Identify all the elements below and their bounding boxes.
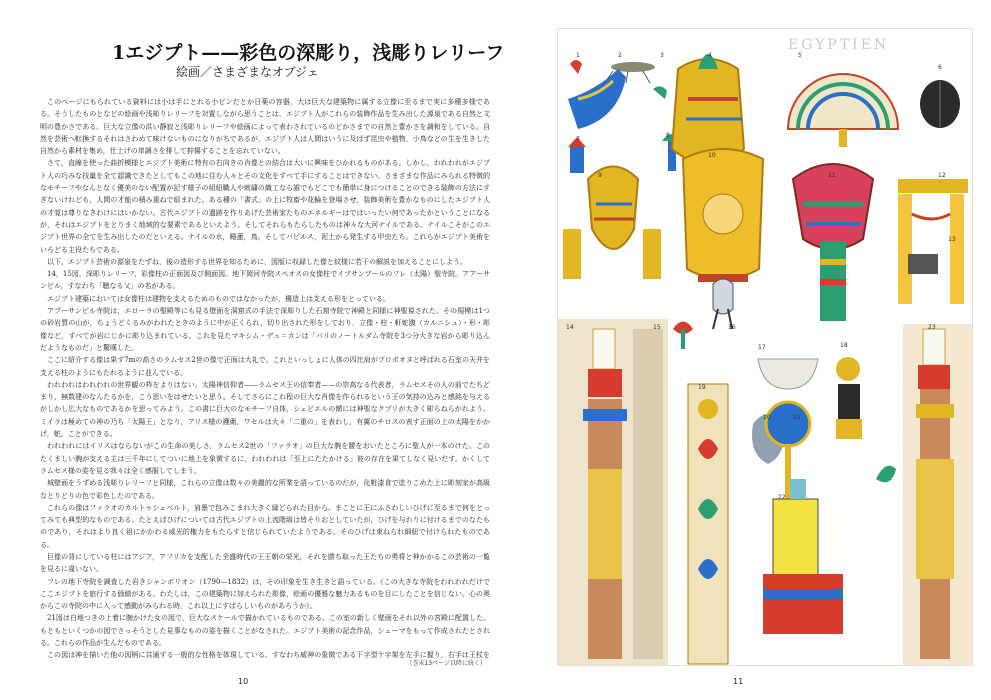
paragraph: これらの像はファラオのカルトゥシェベルト，肩墨で包みこまれ大きく縁どられた目から。まことに王にふさわしいひげに至るまで何をとってみても典型的なものである。たとえばひげについては古代エジプトの上流階級は皆そりおとしていたが，ひげを与わりに付けるまでのなたものであり，それはより良く祖にかかわる威光的権力をもたらすと信じられていたようである。そのひげは束ねられ細紐で付けられたものである。 xyxy=(40,503,490,549)
figure-number-label: 9 xyxy=(598,172,602,179)
ornate-gold-vase-figure xyxy=(683,149,763,282)
seated-goddess-figure xyxy=(763,479,843,634)
gold-vessel-figure xyxy=(672,54,744,164)
lotus-flower-figure xyxy=(673,322,693,350)
caryatid-pair-figure xyxy=(898,179,968,304)
right-page xyxy=(520,0,991,700)
figure-number-label: 2 xyxy=(618,52,622,59)
figure-number-label: 10 xyxy=(708,152,716,159)
paragraph: 巨像の背にしている柱にはアジア，アフリカを支配した全盛時代の王王朝の栄光，それを勝ち取った王たちの勇将と神かかるこの芸術の一覧を見るに違いない。 xyxy=(40,552,490,574)
paragraph: 14，15図，深彫りレリーフ，彩像柱の正面図及び側面図。地下岡河寺院スペオスの女像柱でイプサンブールのフレ（太陽）聖寺院。アアーサンビル，すなわち「聴なる父」の名がある。 xyxy=(40,270,490,291)
body-text xyxy=(40,96,490,661)
figure-number-label: 23 xyxy=(928,324,936,331)
figure-number-label: 4 xyxy=(708,52,712,59)
page-number-left: 10 xyxy=(238,677,249,686)
figure-number-label: 1 xyxy=(576,52,580,59)
page-subtitle: 絵画／さまざまなオブジェ xyxy=(176,65,319,79)
paragraph: われわれはわれわれの世界観の枠をよりはない。太陽神信仰者——ラムセス王の信奉者——の崇高なる代表者，ラムセスその人の前でたちどまり，無数建のなんたるかを，こう思いをはせたいと思う。そしてさらにこれ程の巨大な肖像を作られるという王の気持の込みと感銘を与えるがしかし広大なものであるかを思ってみよう。この書に巨大のなモチーフ自体，シェピエルの額には神聖なクプリが大きく彫らねらがれよう。ミイラは極めての神の乃ち「太陽王」となり，アリス様の護衛，ワセルは大々「二重の」を表わし，有翼のチロスの表す正面の上の太陽をかかげ，蛇，ことができる。 xyxy=(40,380,490,439)
pharaoh-statue-figure-right xyxy=(903,324,972,665)
lotus-ornament-figure xyxy=(568,134,682,173)
paragraph: ここに紹介する像は果す7mの高さのラムセス2世の像で正面は大礼で。これといっしょに人体の四比肩がプロポオヌと呼ばれる石室の天井を支える柱のようにもたれるように並んでいる。 xyxy=(40,356,490,377)
figure-number-label: 21 xyxy=(793,414,801,421)
goddess-head-figure xyxy=(836,357,862,439)
double-vase-figure xyxy=(563,167,661,280)
figure-number-label: 14 xyxy=(566,324,574,331)
plate-title: EGYPTIEN xyxy=(788,37,890,53)
color-plate xyxy=(557,28,973,666)
figure-number-label: 17 xyxy=(758,344,766,351)
page-title: 1エジプト——彩色の深彫り，浅彫りレリーフ xyxy=(112,42,505,64)
paragraph: 21図は白地つきの上着に腕かけた女の図で，巨大なスケールで描かれているものである。この室の新しく壁画をそれ以外の宮殿に配置した。もともといくつかの図でさっそうとした見事なものの姿を描くことがなされた。エジプト美術の記念作品，シェーマをもって作成されたとされる。これらの作品が生んだものである。 xyxy=(40,614,490,648)
figure-number-label: 13 xyxy=(948,236,956,243)
figure-number-label: 5 xyxy=(798,52,802,59)
figure-number-label: 11 xyxy=(828,172,836,179)
feather-figure xyxy=(876,466,896,483)
figure-number-label: 3 xyxy=(660,52,664,59)
plate-illustration xyxy=(558,29,972,665)
pharaoh-pillar-figure-left xyxy=(558,319,668,665)
floral-panel-figure xyxy=(688,384,728,664)
paragraph: 以下，エジプト芸術の源泉をたずね，後の造形する世界を知るために，図版に収録した像と紋様に若干の解説を加えることにしよう。 xyxy=(47,257,467,266)
paragraph: このページにもられている資料には小は手にとれる小ビンだとか日薬の容器，大は巨大な建築物に属する立像に至るまで実に多種多様である。そうしたものとなどの絵画や浅彫りレリーフを対置しながら思うことは，エジプト人がこれらの装飾作品を生み出した源泉である自然と文明の豊かさである。巨大な立像の洪い静寂と浅彫りレリーフや絵画によって表わされているのどかさまでの自然と豊かさを調和をしている。自然を芸術へ転換するそれはさわめて味けないものになりがちであるが，エジプト人は人間はいうに及ばず昆虫や植物，小鳥などの生を生きした自然から素材を集め，仕上げの単調さを排して抑揚することを忘れていない。 xyxy=(40,98,490,156)
lotus-column-figure xyxy=(793,164,873,321)
paragraph: エジプト建築においては女像柱は建物を支えるためのものではなかったが，構造上は支える形をとっている。 xyxy=(47,294,390,303)
figure-number-label: 8 xyxy=(666,132,670,139)
paragraph: アブーサンビル寺院は，エローラの聖殿等にも見る壁面を洞窟式の手法で深彫りした石窟寺院で神殿と同様に神聖視された。その規模は1つの砂岩質の山が，ちょうどくるみがわれたときのように中が正くられ，切り出された形をしており，立像・柱・軒蛇腹（カルニシュ）・形・彫像など，すべてが岩にじかに彫り込まれている。これを見たマキシム・デュ＝カンは「パリのノートルダム寺院を3つ分大きな岩から彫り込んだようなものだ」と驚嘆した。 xyxy=(40,307,490,352)
animal-statuette-figure xyxy=(908,254,938,274)
scarab-figure xyxy=(920,80,960,128)
figure-number-label: 15 xyxy=(653,324,661,331)
page-number-right: 11 xyxy=(733,677,744,686)
continued-note: （巻末13ページ以降に続く） xyxy=(406,660,486,667)
figure-number-label: 12 xyxy=(938,172,946,179)
figure-number-label: 20 xyxy=(763,414,771,421)
heron-figure xyxy=(713,279,733,329)
collar-fragment-figure xyxy=(568,69,626,129)
figure-number-label: 6 xyxy=(938,64,942,71)
figure-number-label: 7 xyxy=(576,136,580,143)
figure-number-label: 18 xyxy=(840,342,848,349)
paragraph: この図は神を描いた他の図柄に共通する一般的な性格を体現している。すなわち威神の象徴である下字型十字架を左手に握り，右手は王杖を xyxy=(47,651,490,660)
figure-number-label: 22 xyxy=(778,494,786,501)
figure-number-label: 19 xyxy=(698,384,706,391)
paragraph: われわれにはイリスはならないがこの生命の美しさ，ラムセス2世の「ファラオ」の巨大な腕を腰をおいたところに聖人が一本のけた。このたくましい腕が支える主は三千年にしてついに地上を象徴するに，われわれは「至上にたたかける」彼の存在を果てしなく見いだす。かくしてラムセス様の姿を見る我々は全く感服してしまう。 xyxy=(40,442,490,475)
feather-fan-figure xyxy=(788,74,898,147)
paragraph: さて，直線を使った曲折模様とエジプト美術に特有の右向きの肖像との結合は大いに興味をひかれるものがある。しかし，われわれがエジプト人の巧みな技量を全て認識できたとしてもこの地に住む人々とその文化をすべて手にすることはできない。さまざまな作品にみられる特徴的なモチーフやなんとなく優美のない配置が記す様子の組紐職人や刺繍の織工なら誰でもどこでも簡単に身につけることのできる装飾の方法にすぎないけれども，人間の才能の積み重ねで組まれた。ある種の「書式」の上に牧畜や花輪を登場させ，装飾美術を豊かなものにしたエジプト人の才覚は尊りなきわけにはいかない。古代エジプトの遺跡を作りあげた芸術家たちのエネルギーはではいったい何であったかということになるが，それはエジプトをとりまく地域的な要素であるといえよう。そしてそれらもたらしたものは神々な大河ナイルである。ナイルこそがこのエジプト世界の全てを生み出したのだといえる。ナイルの水，睡蓮，鳥，そしてパピルス，泥土から発生する甲虫たち。これらがエジプト美術をいろどる主役たちである。 xyxy=(40,159,490,254)
paragraph: フレの地下寺院を調査した岩きシャンポリオン（1790—1832）は，その印象を生き生きと語っている。《この大きな寺院をわれわれだけでここエジプトを旅行する価値がある。わたしは，この建築物に加えられた彫像，絵画の優雅な魅力あるものを目にしたことを信じない。心の奥からこの寺院の中に入って感動がみられる時，これ以上にすばらしいものがあろうか》。 xyxy=(40,577,490,611)
bowl-figure xyxy=(758,359,818,389)
paragraph: 城壁面をうずめる浅彫りレリーフと同様，これらの立像は数々の美麗的な所業を語っているのだが，化粧漆食で塗りこめた上に彫刻家が高級なとりどりの色で彩色したのである。 xyxy=(40,479,490,500)
figure-number-label: 16 xyxy=(728,324,736,331)
